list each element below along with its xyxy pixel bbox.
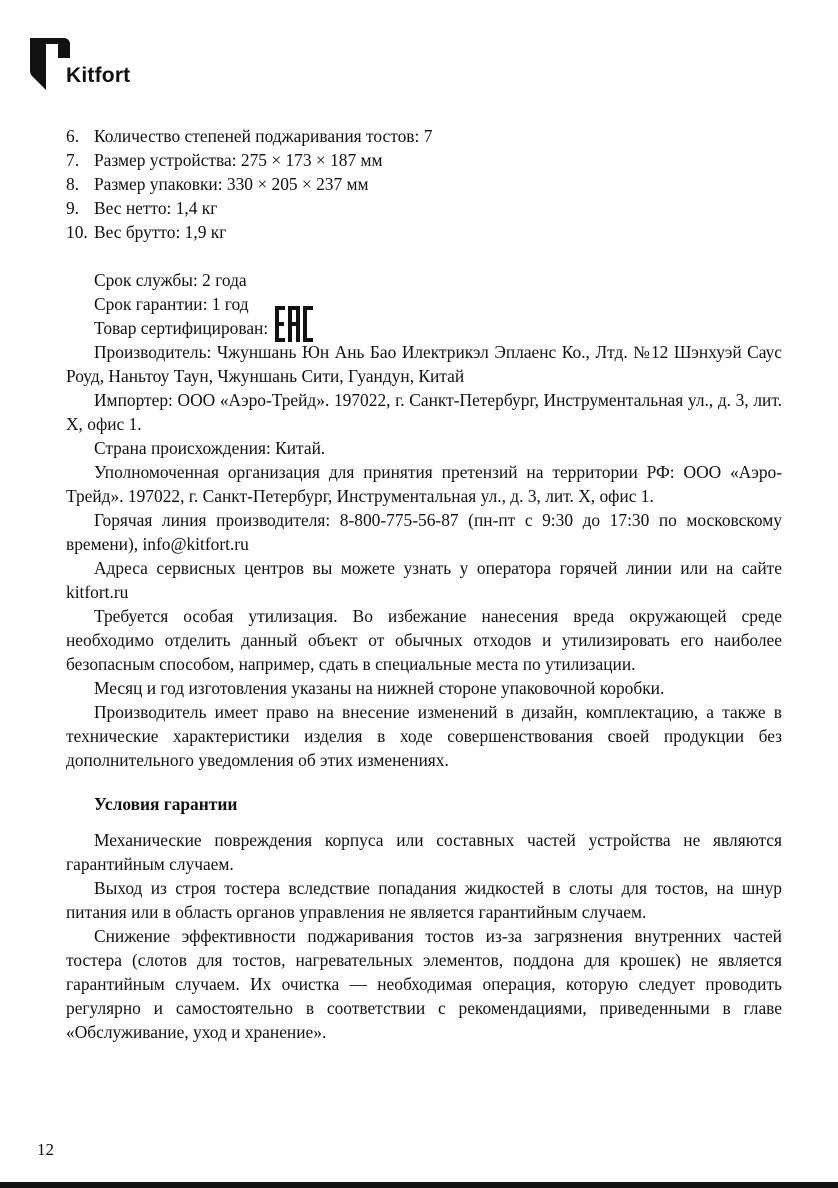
list-item (66, 124, 782, 148)
list-item-text: Вес нетто: 1,4 кг (94, 198, 218, 218)
list-item (66, 196, 782, 220)
list-item (66, 172, 782, 196)
disposal-text: Требуется особая утилизация. Во избежание нанесения вреда окружающей среде необходимо отделить данный объект от обычных отходов и утилизировать его наиболее безопасным способом, например, сдать в специальные места по утилизации. (66, 606, 782, 674)
list-item-number: 10. (66, 222, 88, 242)
authorized-org-text: Уполномоченная организация для принятия претензий на территории РФ: ООО «Аэро-Трейд». 197022, г. Санкт-Петербург, Инструментальная ул., д. 3, лит. Х, офис 1. (66, 462, 782, 506)
page-number: 12 (37, 1140, 54, 1159)
list-item-number: 8. (66, 174, 80, 194)
certification-row (66, 316, 782, 340)
origin-text: Страна происхождения: Китай. (94, 438, 326, 458)
warranty-paragraph: Выход из строя тостера вследствие попадания жидкостей в слоты для тостов, на шнур питания или в область органов управления не является гарантийным случаем. (66, 878, 782, 922)
eac-mark-icon (274, 306, 314, 342)
section-heading: Условия гарантии (94, 794, 238, 814)
brand-logo (30, 36, 170, 96)
page-content (66, 124, 782, 1044)
warranty-period-text: Срок гарантии: 1 год (94, 294, 249, 314)
importer-text: Импортер: ООО «Аэро-Трейд». 197022, г. Санкт-Петербург, Инструментальная ул., д. 3, лит. Х, офис 1. (66, 390, 782, 434)
list-item-number: 9. (66, 198, 80, 218)
warranty-paragraph: Механические повреждения корпуса или составных частей устройства не являются гарантийным случаем. (66, 830, 782, 874)
certified-text: Товар сертифицирован: (94, 318, 269, 338)
changes-text: Производитель имеет право на внесение изменений в дизайн, комплектацию, а также в технические характеристики изделия в ходе совершенствования своей продукции без дополнительного уведомления об этих изменениях. (66, 702, 782, 770)
kitfort-logo-icon (30, 36, 70, 90)
manufacturer-text: Производитель: Чжуншань Юн Ань Бао Илектрикэл Эплаенс Ко., Лтд. №12 Шэнхуэй Саус Роуд, Наньтоу Таун, Чжуншань Сити, Гуандун, Китай (66, 342, 782, 386)
brand-name: Kitfort (66, 64, 131, 87)
specs-list (66, 124, 782, 244)
list-item-number: 6. (66, 126, 80, 146)
list-item (66, 148, 782, 172)
service-centers-text: Адреса сервисных центров вы можете узнать у оператора горячей линии или на сайте kitfort.ru (66, 558, 782, 602)
list-item-text: Размер устройства: 275 × 173 × 187 мм (94, 150, 383, 170)
list-item-text: Размер упаковки: 330 × 205 × 237 мм (94, 174, 369, 194)
list-item-number: 7. (66, 150, 80, 170)
warranty-paragraph: Снижение эффективности поджаривания тостов из-за загрязнения внутренних частей тостера (слотов для тостов, нагревательных элементов, поддона для крошек) не является гарантийным случаем. Их очистка — необходимая операция, которую следует проводить регулярно и самостоятельно в соответствии с рекомендациями, приведенными в главе «Обслуживание, уход и хранение». (66, 926, 782, 1042)
spacer (66, 244, 782, 268)
hotline-text: Горячая линия производителя: 8-800-775-56-87 (пн-пт с 9:30 до 17:30 по московскому времени), info@kitfort.ru (66, 510, 782, 554)
list-item (66, 220, 782, 244)
manufacture-date-text: Месяц и год изготовления указаны на нижней стороне упаковочной коробки. (94, 678, 665, 698)
list-item-text: Вес брутто: 1,9 кг (94, 222, 227, 242)
service-life-text: Срок службы: 2 года (94, 270, 247, 290)
page-bottom-border (0, 1182, 838, 1188)
list-item-text: Количество степеней поджаривания тостов: 7 (94, 126, 433, 146)
